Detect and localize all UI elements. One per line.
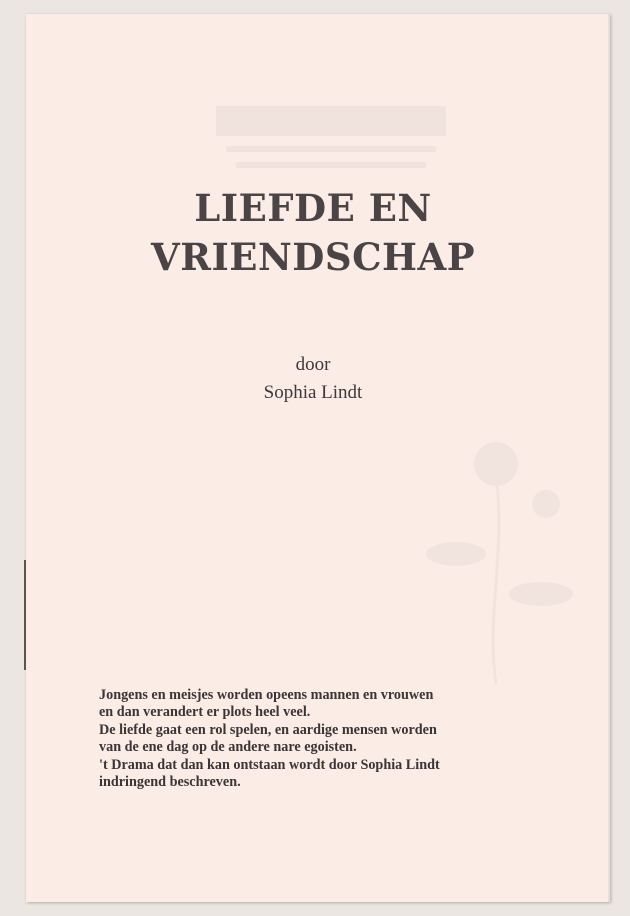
byline-door: door	[295, 354, 331, 375]
blurb-text	[99, 687, 579, 791]
show-through-header	[216, 96, 476, 186]
blurb-line: Jongens en meisjes worden opeens mannen en vrouwen	[99, 687, 434, 703]
byline-author: Sophia Lindt	[263, 382, 363, 403]
show-through-flower	[416, 414, 586, 694]
blurb-line: indringend beschreven.	[99, 774, 241, 791]
blurb-line: De liefde gaat een rol spelen, en aardige mensen worden	[99, 721, 437, 738]
title-line-1: LIEFDE EN	[194, 186, 432, 230]
blurb-line: 't Drama dat dan kan ontstaan wordt door Sophia Lindt	[99, 756, 440, 773]
blurb-line: en dan verandert er plots heel veel.	[99, 704, 311, 721]
title-line-2: VRIENDSCHAP	[150, 235, 476, 279]
blurb-line: van de ene dag op de andere nare egoisten.	[99, 739, 357, 756]
